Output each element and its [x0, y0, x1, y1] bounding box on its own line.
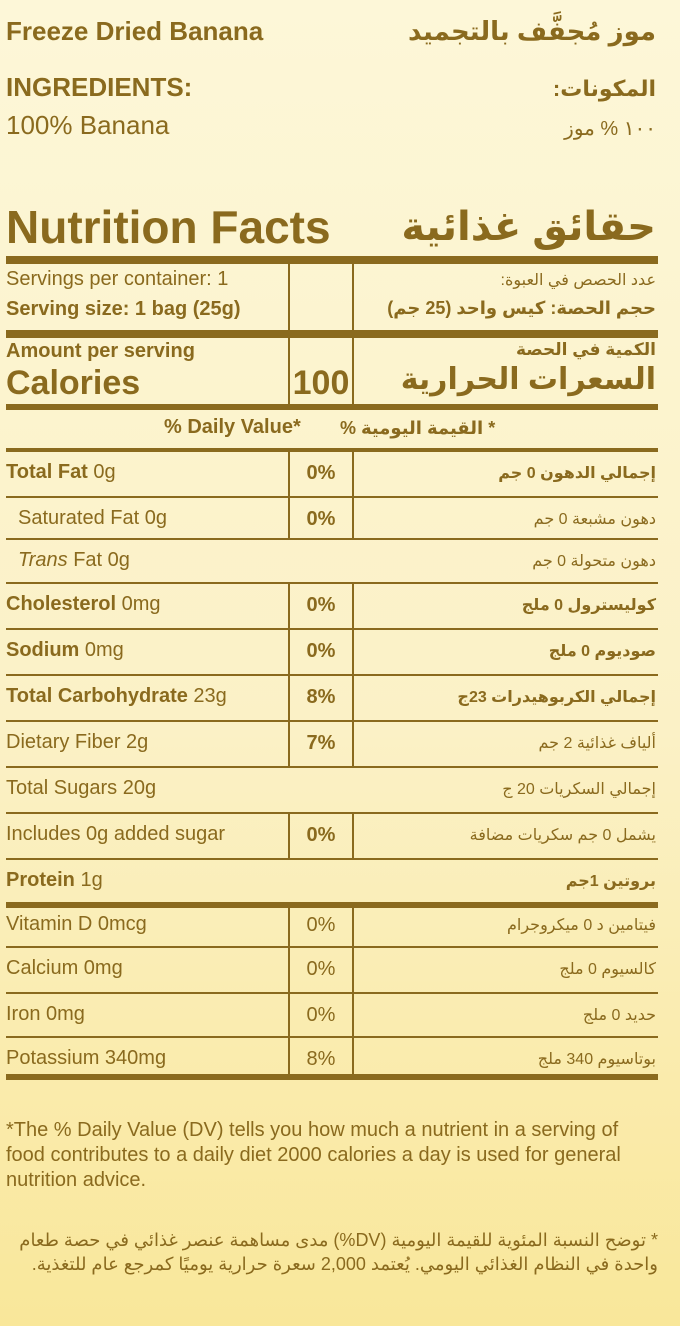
nutrient-name: Protein: [6, 869, 75, 891]
nutrient-name: Includes 0g added sugar: [6, 823, 226, 845]
divider: [352, 814, 354, 858]
nutrient-label: [6, 823, 225, 846]
row-rule: [6, 812, 658, 814]
daily-value-percent: 0%: [306, 462, 336, 484]
footnote-ar: * توضح النسبة المئوية للقيمة اليومية (DV%) مدى مساهمة عنصر غذائي في حصة طعام واحدة في النظام الغذائي اليومي. يُعتمد 2,000 سعرة حرارية يوميًا كمرجع عام للتغذية.: [19, 1230, 658, 1274]
ingredients-label-ar: المكونات:: [552, 76, 656, 101]
nutrient-label: [18, 507, 167, 530]
daily-value-percent: 7%: [306, 732, 336, 754]
daily-value-percent: 8%: [306, 686, 336, 708]
rule: [6, 448, 658, 452]
nutrient-label-ar: بوتاسيوم 340 ملج: [537, 1051, 656, 1068]
nutrient-label: [6, 1003, 85, 1026]
daily-value-percent: 0%: [306, 594, 336, 616]
nutrient-name: Iron 0mg: [6, 1003, 85, 1025]
nutrient-amount: 1g: [74, 869, 103, 891]
nutrition-facts-title-en: Nutrition Facts: [6, 201, 331, 253]
nutrient-label-ar: دهون مشبعة 0 جم: [533, 511, 656, 528]
divider: [352, 722, 354, 766]
row-rule: [6, 902, 658, 908]
nutrient-name: Total Sugars 20g: [6, 777, 157, 799]
daily-value-header-ar: * القيمة اليومية %: [340, 418, 496, 438]
daily-value-percent: 0%: [306, 914, 336, 936]
row-rule: [6, 1036, 658, 1038]
product-name-en: Freeze Dried Banana: [6, 16, 264, 46]
rule-bottom: [6, 1076, 658, 1080]
thick-rule: [6, 330, 658, 338]
nutrient-name: Vitamin D 0mcg: [6, 913, 147, 935]
divider: [352, 630, 354, 674]
divider: [352, 498, 354, 538]
servings-en: Servings per container: 1: [6, 268, 229, 290]
divider: [352, 994, 354, 1036]
nutrient-name: Saturated Fat 0g: [18, 507, 167, 529]
row-rule: [6, 720, 658, 722]
amount-per-serving-ar: الكمية في الحصة: [515, 340, 656, 359]
nutrient-label-ar: حديد 0 ملج: [582, 1007, 656, 1024]
nutrient-label: [18, 549, 130, 572]
nutrient-amount: 0mg: [79, 639, 124, 661]
nutrient-name: Total Carbohydrate: [6, 685, 188, 707]
nutrient-label: [6, 639, 124, 662]
serving-size-ar: حجم الحصة: كيس واحد (25 جم): [387, 298, 656, 318]
daily-value-percent: 8%: [306, 1048, 336, 1070]
divider: [352, 904, 354, 946]
nutrient-label: [6, 869, 103, 892]
amount-per-serving-en: Amount per serving: [6, 340, 195, 362]
nutrient-label-ar: يشمل 0 جم سكريات مضافة: [469, 827, 656, 844]
nutrient-label: [6, 593, 161, 616]
nutrient-label: [6, 777, 156, 800]
nutrient-name: Dietary Fiber 2g: [6, 731, 149, 753]
thick-rule-top: [6, 256, 658, 264]
daily-value-percent: 0%: [306, 958, 336, 980]
daily-value-percent: 0%: [306, 508, 336, 530]
divider: [352, 452, 354, 496]
divider: [352, 264, 354, 330]
nutrient-amount: 0mg: [116, 593, 161, 615]
nutrition-facts-title-ar: حقائق غذائية: [401, 205, 656, 249]
nutrient-label-ar: دهون متحولة 0 جم: [532, 553, 656, 570]
nutrient-name: Cholesterol: [6, 593, 117, 615]
daily-value-header-en: % Daily Value*: [164, 416, 301, 438]
row-rule: [6, 946, 658, 948]
divider: [352, 584, 354, 628]
row-rule: [6, 674, 658, 676]
ingredients-en: 100% Banana: [6, 110, 170, 140]
footnote-en: *The % Daily Value (DV) tells you how much a nutrient in a serving of food contributes to a daily diet 2000 calories a day is used for general nutrition advice.: [6, 1119, 621, 1191]
daily-value-percent: 0%: [306, 824, 336, 846]
nutrient-amount: 0g: [87, 461, 116, 483]
nutrient-amount: Fat 0g: [67, 549, 130, 571]
row-rule: [6, 496, 658, 498]
divider: [352, 338, 354, 404]
nutrient-label: [6, 731, 148, 754]
calories-label-en: Calories: [6, 364, 141, 402]
nutrient-label-ar: كوليسترول 0 ملج: [521, 597, 656, 614]
ingredients-label-en: INGREDIENTS:: [6, 72, 193, 102]
nutrient-label-ar: كالسيوم 0 ملج: [559, 961, 656, 978]
calories-label-ar: السعرات الحرارية: [400, 363, 656, 396]
divider: [352, 948, 354, 992]
row-rule: [6, 582, 658, 584]
product-name-ar: موز مُجفَّف بالتجميد: [407, 16, 656, 46]
nutrient-label: [6, 913, 147, 936]
nutrient-label-ar: إجمالي السكريات 20 ج: [502, 781, 656, 798]
daily-value-percent: 0%: [306, 640, 336, 662]
calories-value: 100: [292, 364, 350, 402]
servings-ar: عدد الحصص في العبوة:: [500, 272, 656, 289]
nutrient-name: Total Fat: [6, 461, 88, 483]
nutrient-name: Calcium 0mg: [6, 957, 123, 979]
nutrient-name: Potassium 340mg: [6, 1047, 167, 1069]
divider: [288, 264, 290, 330]
nutrient-name: Sodium: [6, 639, 80, 661]
nutrient-label-ar: إجمالي الكربوهيدرات 23ج: [457, 689, 656, 706]
nutrient-label-ar: صوديوم 0 ملج: [548, 643, 656, 660]
daily-value-percent: 0%: [306, 1004, 336, 1026]
nutrient-label-ar: فيتامين د 0 ميكروجرام: [507, 917, 656, 934]
row-rule: [6, 858, 658, 860]
row-rule: [6, 628, 658, 630]
nutrient-label: [6, 957, 123, 980]
serving-size-en: Serving size: 1 bag (25g): [6, 298, 241, 320]
row-rule: [6, 538, 658, 540]
row-rule: [6, 766, 658, 768]
nutrient-label: [6, 461, 116, 484]
nutrient-label-ar: ألياف غذائية 2 جم: [538, 735, 656, 752]
nutrient-label-ar: بروتين 1جم: [565, 873, 656, 890]
nutrient-label: [6, 685, 227, 708]
nutrient-label-ar: إجمالي الدهون 0 جم: [498, 465, 656, 482]
nutrient-amount: 23g: [187, 685, 227, 707]
thick-rule: [6, 404, 658, 410]
divider: [352, 676, 354, 720]
divider: [352, 1038, 354, 1074]
row-rule: [6, 992, 658, 994]
nutrient-label: [6, 1047, 166, 1070]
ingredients-ar: ١٠٠ % موز: [564, 118, 656, 140]
nutrient-name: Trans: [18, 549, 68, 571]
